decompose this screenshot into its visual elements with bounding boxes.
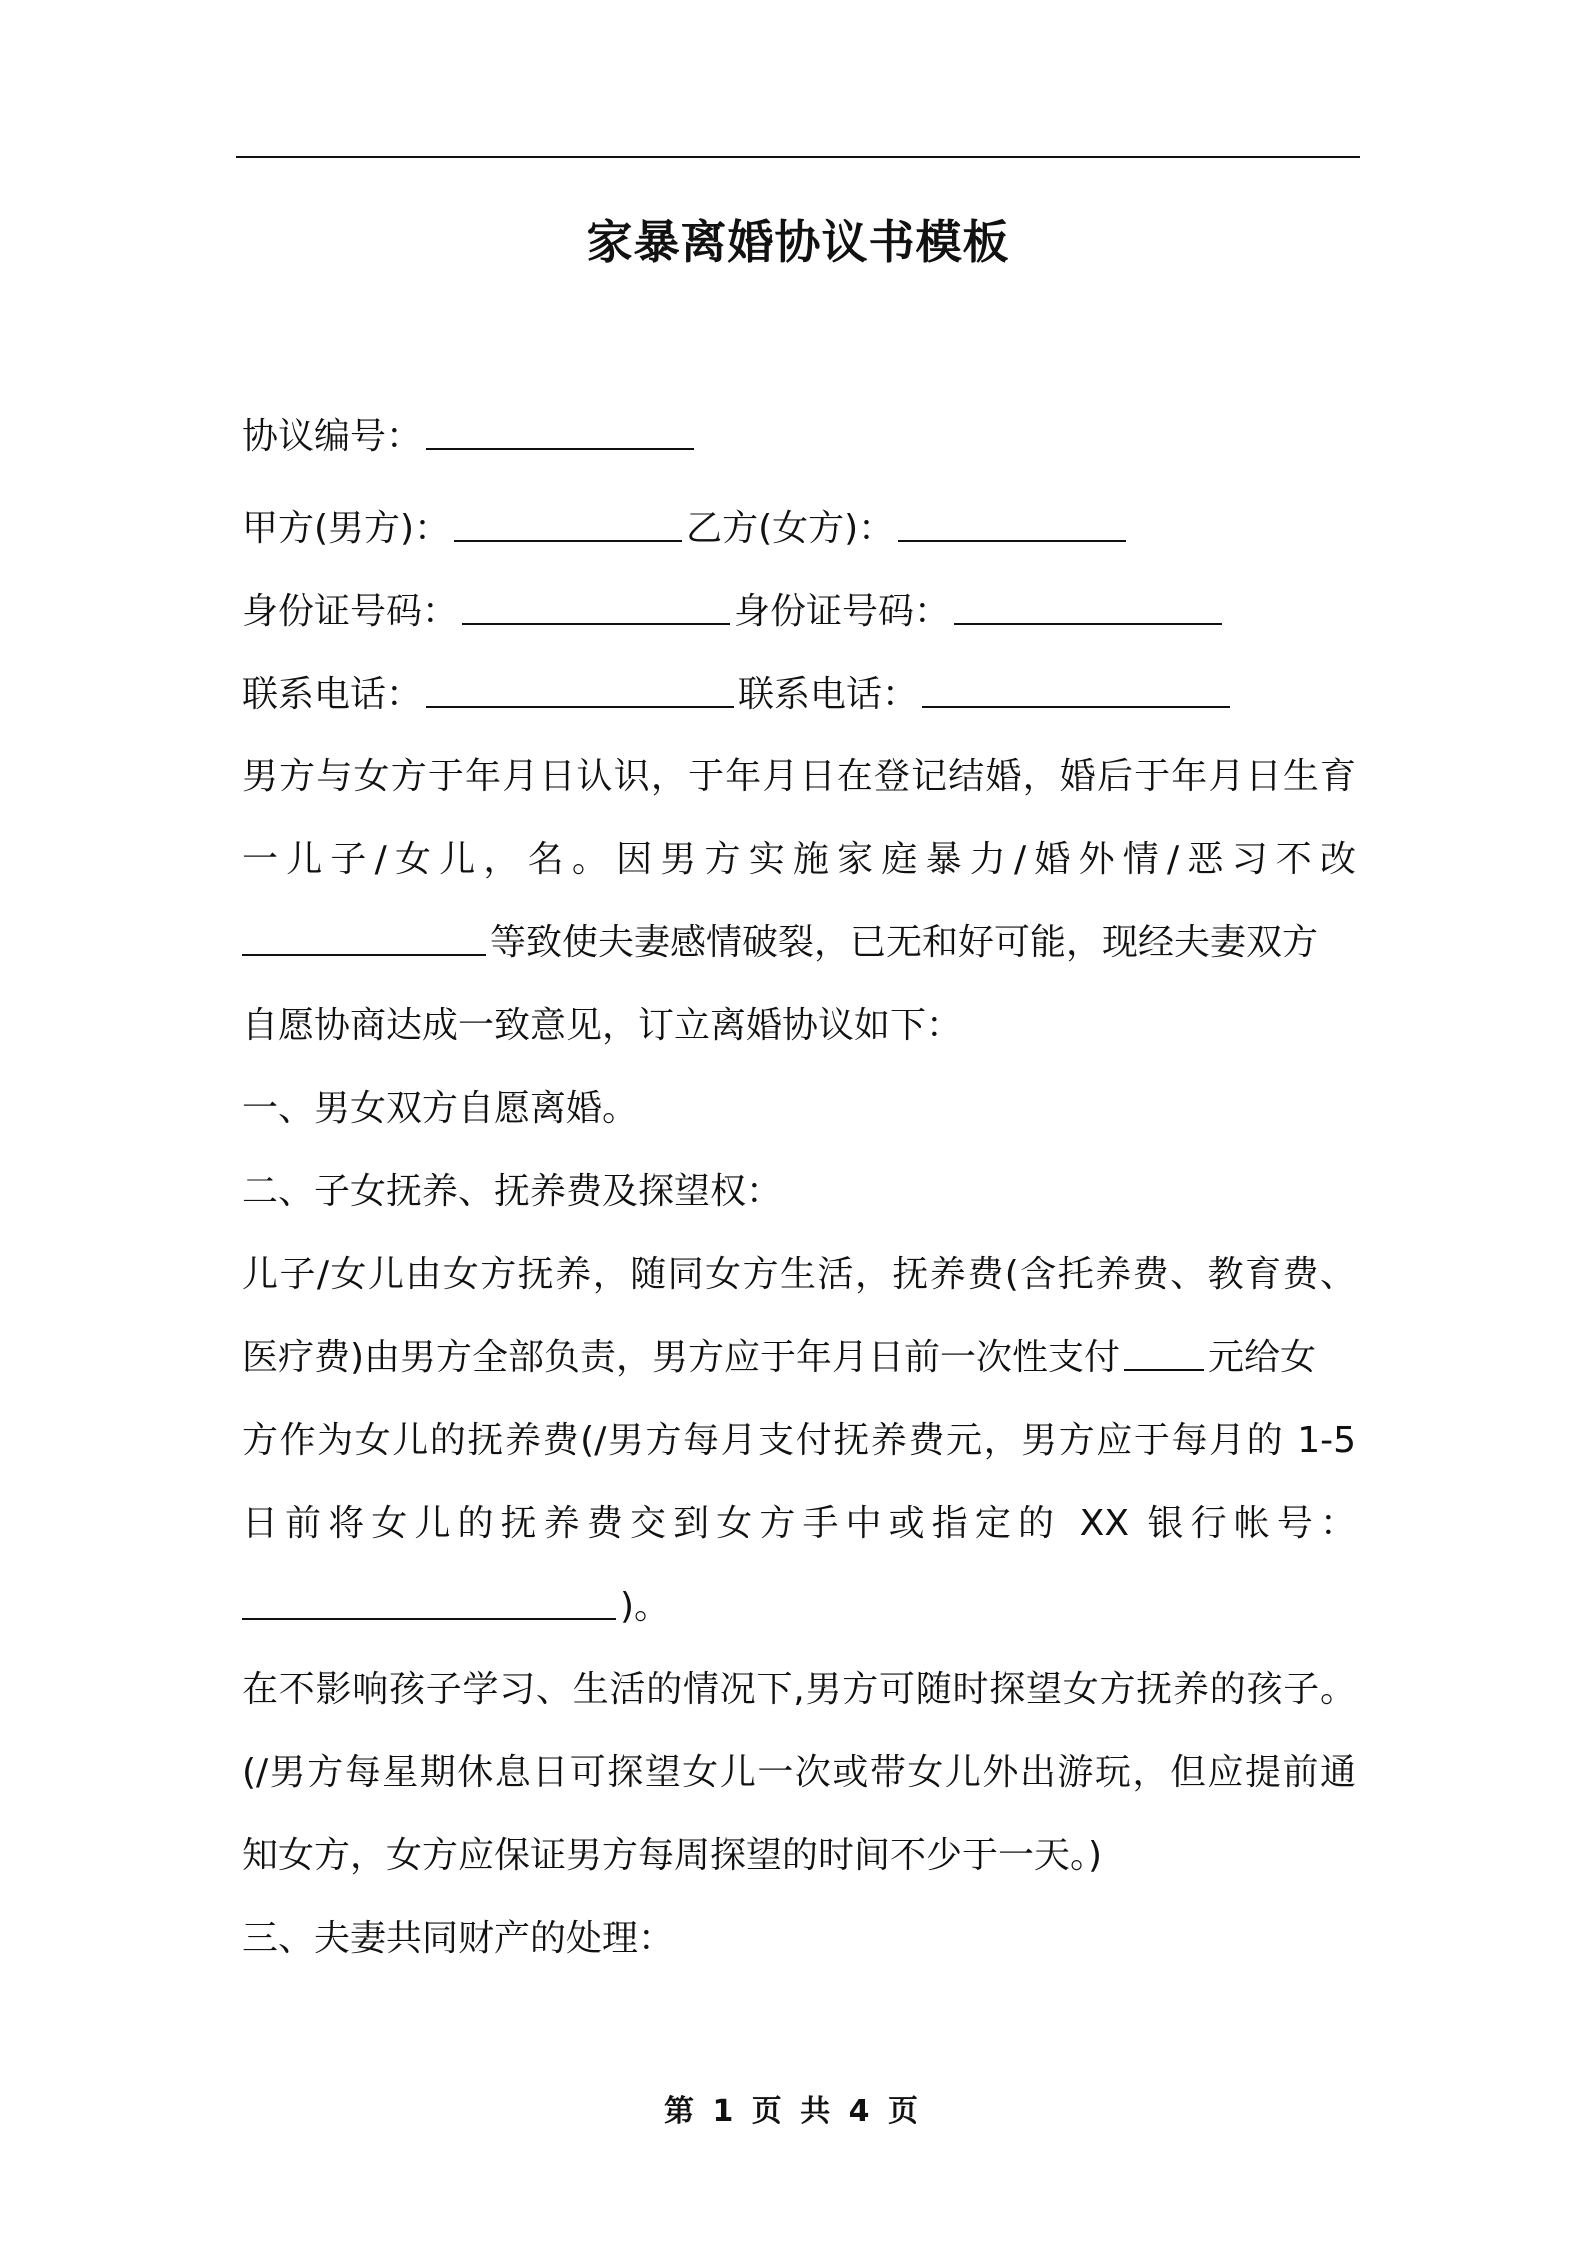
id-number-label-a: 身份证号码：: [242, 591, 459, 632]
party-a-blank: [454, 510, 682, 542]
id-number-a-blank: [462, 593, 730, 625]
phone-row: [242, 670, 1234, 720]
section-2-line-1: 儿子/女儿由女方抚养，随同女方生活，抚养费(含托养费、教育费、: [242, 1254, 1356, 1295]
section-2-line-2-text: 医疗费)由男方全部负责，男方应于年月日前一次性支付: [242, 1337, 1121, 1378]
intro-line-2: 一儿子/女儿，名。因男方实施家庭暴力/婚外情/恶习不改: [242, 839, 1356, 880]
lump-sum-amount-blank: [1124, 1339, 1204, 1371]
section-2-line-2: [242, 1333, 1316, 1383]
section-2-line-7: (/男方每星期休息日可探望女儿一次或带女儿外出游玩，但应提前通: [242, 1752, 1356, 1793]
intro-reason-blank: [242, 924, 486, 956]
party-b-label: 乙方(女方)：: [686, 508, 895, 549]
section-2-line-3: 方作为女儿的抚养费(/男方每月支付抚养费元，男方应于每月的 1-5: [242, 1420, 1356, 1461]
section-2-heading: 二、子女抚养、抚养费及探望权：: [242, 1171, 783, 1212]
section-2-line-8: 知女方，女方应保证男方每周探望的时间不少于一天。): [242, 1835, 1103, 1876]
intro-line-1: 男方与女方于年月日认识，于年月日在登记结婚，婚后于年月日生育: [242, 756, 1356, 797]
phone-label-a: 联系电话：: [242, 674, 423, 715]
agreement-number-blank: [426, 418, 694, 450]
section-3-heading: 三、夫妻共同财产的处理：: [242, 1918, 675, 1959]
page-number-footer: 第 1 页 共 4 页: [664, 2094, 922, 2129]
phone-b-blank: [922, 676, 1230, 708]
section-2-line-6: 在不影响孩子学习、生活的情况下,男方可随时探望女方抚养的孩子。: [242, 1669, 1356, 1710]
intro-line-3: [242, 918, 1318, 968]
party-row: [242, 504, 1130, 554]
party-a-label: 甲方(男方)：: [242, 508, 451, 549]
section-2-line-2-tail: 元给女: [1208, 1337, 1317, 1378]
document-title: 家暴离婚协议书模板: [586, 215, 1010, 269]
bank-account-blank: [242, 1588, 616, 1620]
agreement-number-row: [242, 412, 698, 462]
phone-label-b: 联系电话：: [738, 674, 919, 715]
section-2-line-4: 日前将女儿的抚养费交到女方手中或指定的 XX 银行帐号：: [242, 1503, 1356, 1544]
section-1-heading: 一、男女双方自愿离婚。: [242, 1088, 639, 1129]
party-b-blank: [898, 510, 1126, 542]
intro-line-4: 自愿协商达成一致意见，订立离婚协议如下：: [242, 1005, 963, 1046]
section-2-line-5: [242, 1582, 670, 1632]
intro-line-3-text: 等致使夫妻感情破裂，已无和好可能，现经夫妻双方: [490, 922, 1319, 963]
id-number-row: [242, 587, 1226, 637]
header-rule: [236, 156, 1360, 158]
agreement-number-label: 协议编号：: [242, 416, 423, 457]
phone-a-blank: [426, 676, 734, 708]
id-number-b-blank: [954, 593, 1222, 625]
id-number-label-b: 身份证号码：: [734, 591, 951, 632]
section-2-line-5-text: )。: [620, 1586, 671, 1627]
